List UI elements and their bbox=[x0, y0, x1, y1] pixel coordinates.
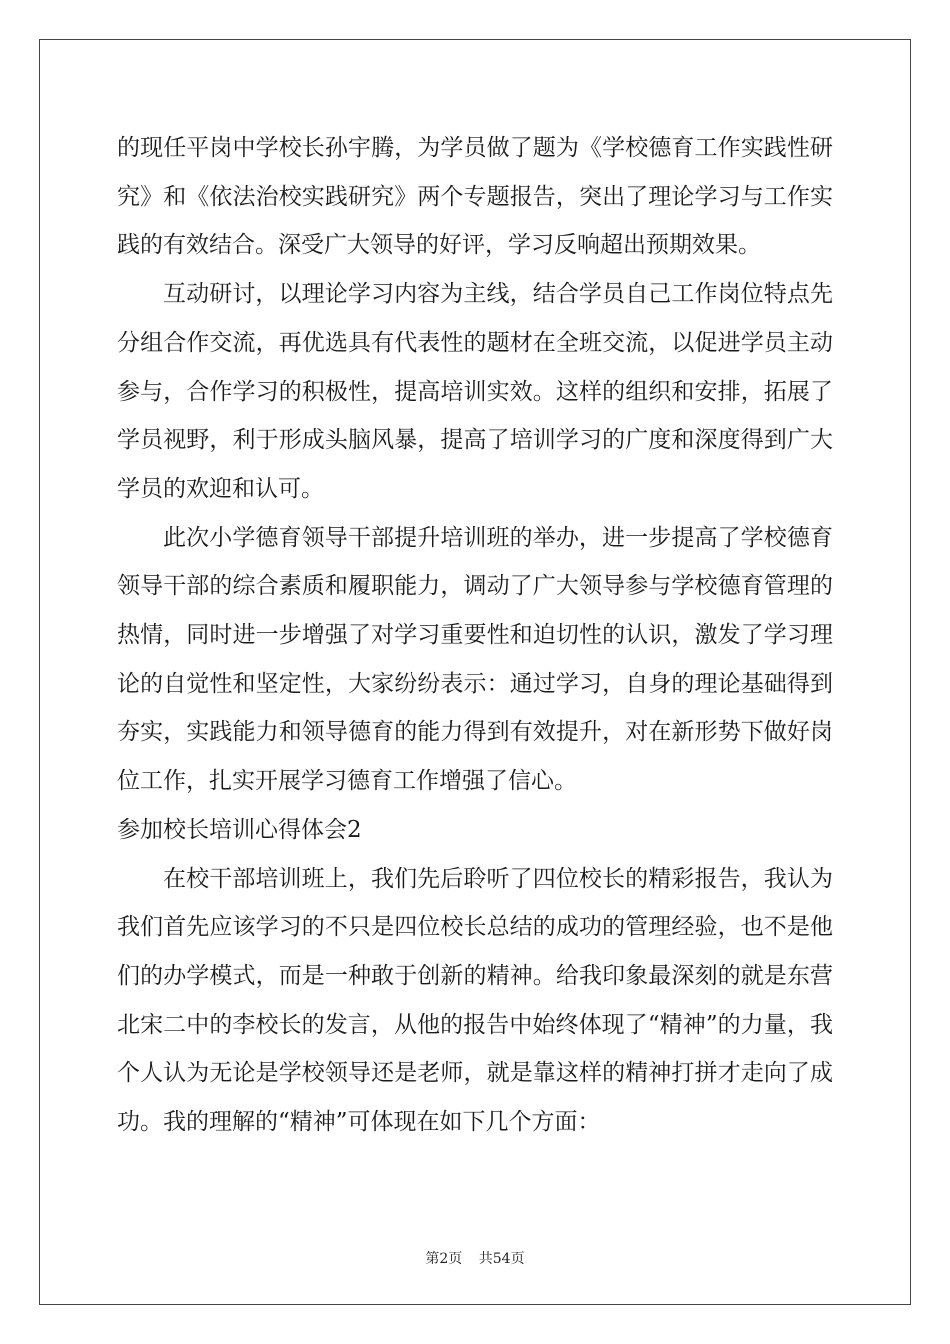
paragraph-2: 互动研讨，以理论学习内容为主线，结合学员自己工作岗位特点先分组合作交流，再优选具有代表性的题材在全班交流，以促进学员主动参与，合作学习的积极性，提高培训实效。这样的组织和安排，拓展了学员视野，利于形成头脑风暴，提高了培训学习的广度和深度得到广大学员的欢迎和认可。 bbox=[117, 281, 833, 502]
document-body bbox=[117, 124, 833, 1147]
page-footer bbox=[0, 1248, 950, 1268]
total-pages-label: 共54页 bbox=[478, 1251, 525, 1267]
paragraph-4: 在校干部培训班上，我们先后聆听了四位校长的精彩报告，我认为我们首先应该学习的不只是四位校长总结的成功的管理经验，也不是他们的办学模式，而是一种敢于创新的精神。给我印象最深刻的就是东营北宋二中的李校长的发言，从他的报告中始终体现了“精神”的力量，我个人认为无论是学校领导还是老师，就是靠这样的精神打拼才走向了成功。我的理解的“精神”可体现在如下几个方面： bbox=[117, 865, 833, 1136]
current-page-label: 第2页 bbox=[425, 1251, 463, 1267]
paragraph-3: 此次小学德育领导干部提升培训班的举办，进一步提高了学校德育领导干部的综合素质和履职能力，调动了广大领导参与学校德育管理的热情，同时进一步增强了对学习重要性和迫切性的认识，激发了学习理论的自觉性和坚定性，大家纷纷表示：通过学习，自身的理论基础得到夯实，实践能力和领导德育的能力得到有效提升，对在新形势下做好岗位工作，扎实开展学习德育工作增强了信心。 bbox=[117, 524, 833, 795]
section-heading: 参加校长培训心得体会2 bbox=[117, 816, 362, 843]
paragraph-1: 的现任平岗中学校长孙宇腾，为学员做了题为《学校德育工作实践性研究》和《依法治校实践研究》两个专题报告，突出了理论学习与工作实践的有效结合。深受广大领导的好评，学习反响超出预期效果。 bbox=[117, 135, 833, 259]
